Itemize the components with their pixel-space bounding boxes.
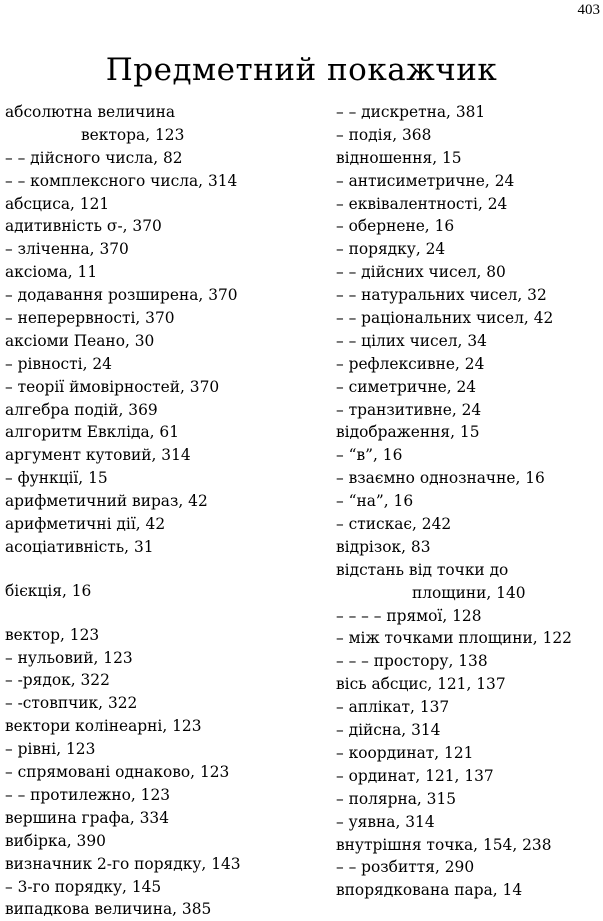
- index-entry: алгоритм Евкліда, 61: [5, 423, 180, 442]
- index-entry: – “в”, 16: [336, 446, 403, 465]
- index-entry: – стискає, 242: [336, 515, 452, 534]
- index-entry: площини, 140: [412, 583, 526, 602]
- index-entry: абсциса, 121: [5, 194, 110, 213]
- index-entry: визначник 2-го порядку, 143: [5, 854, 241, 873]
- index-entry: – транзитивне, 24: [336, 400, 482, 419]
- index-entry: – – дійсних чисел, 80: [336, 263, 506, 282]
- index-entry: – ординат, 121, 137: [336, 766, 494, 785]
- index-entry: – – натуральних чисел, 32: [336, 286, 547, 305]
- index-entry: – рівності, 24: [5, 354, 112, 373]
- index-entry: – – цілих чисел, 34: [336, 331, 487, 350]
- index-entry: – – – простору, 138: [336, 652, 488, 671]
- index-entry: – взаємно однозначне, 16: [336, 469, 545, 488]
- index-column-right: [336, 101, 603, 902]
- index-entry: – 3-го порядку, 145: [5, 877, 162, 896]
- index-entry: відображення, 15: [336, 423, 480, 442]
- index-entry: – неперервності, 370: [5, 309, 175, 328]
- index-entry: – рефлексивне, 24: [336, 354, 485, 373]
- index-entry: – – раціональних чисел, 42: [336, 309, 554, 328]
- index-entry: внутрішня точка, 154, 238: [336, 835, 552, 854]
- index-entry: – функції, 15: [5, 469, 108, 488]
- index-entry: – спрямовані однаково, 123: [5, 763, 230, 782]
- index-entry: – нульовий, 123: [5, 648, 133, 667]
- index-entry: – полярна, 315: [336, 789, 457, 808]
- index-entry: – – протилежно, 123: [5, 785, 171, 804]
- index-entry: – порядку, 24: [336, 240, 446, 259]
- page-title: Предметний покажчик: [105, 52, 498, 88]
- index-entry: – – розбиття, 290: [336, 858, 475, 877]
- index-entry: – координат, 121: [336, 743, 474, 762]
- index-entry: – еквівалентності, 24: [336, 194, 508, 213]
- index-entry: – -стовпчик, 322: [5, 694, 138, 713]
- index-entry: аксіоми Пеано, 30: [5, 331, 155, 350]
- index-entry: відстань від точки до: [336, 560, 509, 579]
- index-entry: – обернене, 16: [336, 217, 455, 236]
- index-entry: – – дійсного числа, 82: [5, 148, 183, 167]
- index-entry: арифметичні дії, 42: [5, 515, 166, 534]
- section-gap: [5, 559, 325, 580]
- index-entry: аргумент кутовий, 314: [5, 446, 191, 465]
- index-entry: – уявна, 314: [336, 812, 435, 831]
- index-entry: – – – – прямої, 128: [336, 606, 482, 625]
- index-entry: – симетричне, 24: [336, 377, 477, 396]
- index-entry: – – дискретна, 381: [336, 103, 486, 121]
- index-entry: абсолютна величина: [5, 103, 176, 121]
- index-entry: – – комплексного числа, 314: [5, 171, 238, 190]
- index-entry: вектор, 123: [5, 625, 100, 644]
- index-entry: відношення, 15: [336, 148, 462, 167]
- index-entry: вибірка, 390: [5, 831, 106, 850]
- page-number: 403: [577, 2, 600, 18]
- index-entry: – теорії ймовірностей, 370: [5, 377, 220, 396]
- index-column-left: [5, 101, 325, 921]
- index-entry: асоціативність, 31: [5, 537, 154, 556]
- index-entry: вершина графа, 334: [5, 808, 169, 827]
- index-entry: вектори колінеарні, 123: [5, 717, 202, 736]
- index-entry: – -рядок, 322: [5, 671, 110, 690]
- index-entry: – дійсна, 314: [336, 721, 441, 740]
- index-entry: – “на”, 16: [336, 492, 414, 511]
- index-entry: – зліченна, 370: [5, 240, 129, 259]
- index-entry: – рівні, 123: [5, 740, 96, 759]
- section-gap: [5, 603, 325, 624]
- index-entry: – додавання розширена, 370: [5, 286, 238, 305]
- index-entry: – подія, 368: [336, 125, 432, 144]
- index-entry: впорядкована пара, 14: [336, 881, 523, 900]
- index-entry: бієкція, 16: [5, 581, 92, 600]
- index-entry: вектора, 123: [81, 125, 185, 144]
- index-entry: відрізок, 83: [336, 537, 431, 556]
- index-entry: алгебра подій, 369: [5, 400, 158, 419]
- index-entry: адитивність σ-, 370: [5, 217, 162, 236]
- index-entry: вісь абсцис, 121, 137: [336, 675, 506, 694]
- index-entry: випадкова величина, 385: [5, 900, 212, 919]
- index-entry: – антисиметричне, 24: [336, 171, 515, 190]
- index-entry: – між точками площини, 122: [336, 629, 572, 648]
- index-entry: – аплікат, 137: [336, 698, 450, 717]
- index-entry: аксіома, 11: [5, 263, 98, 282]
- index-entry: арифметичний вираз, 42: [5, 492, 208, 511]
